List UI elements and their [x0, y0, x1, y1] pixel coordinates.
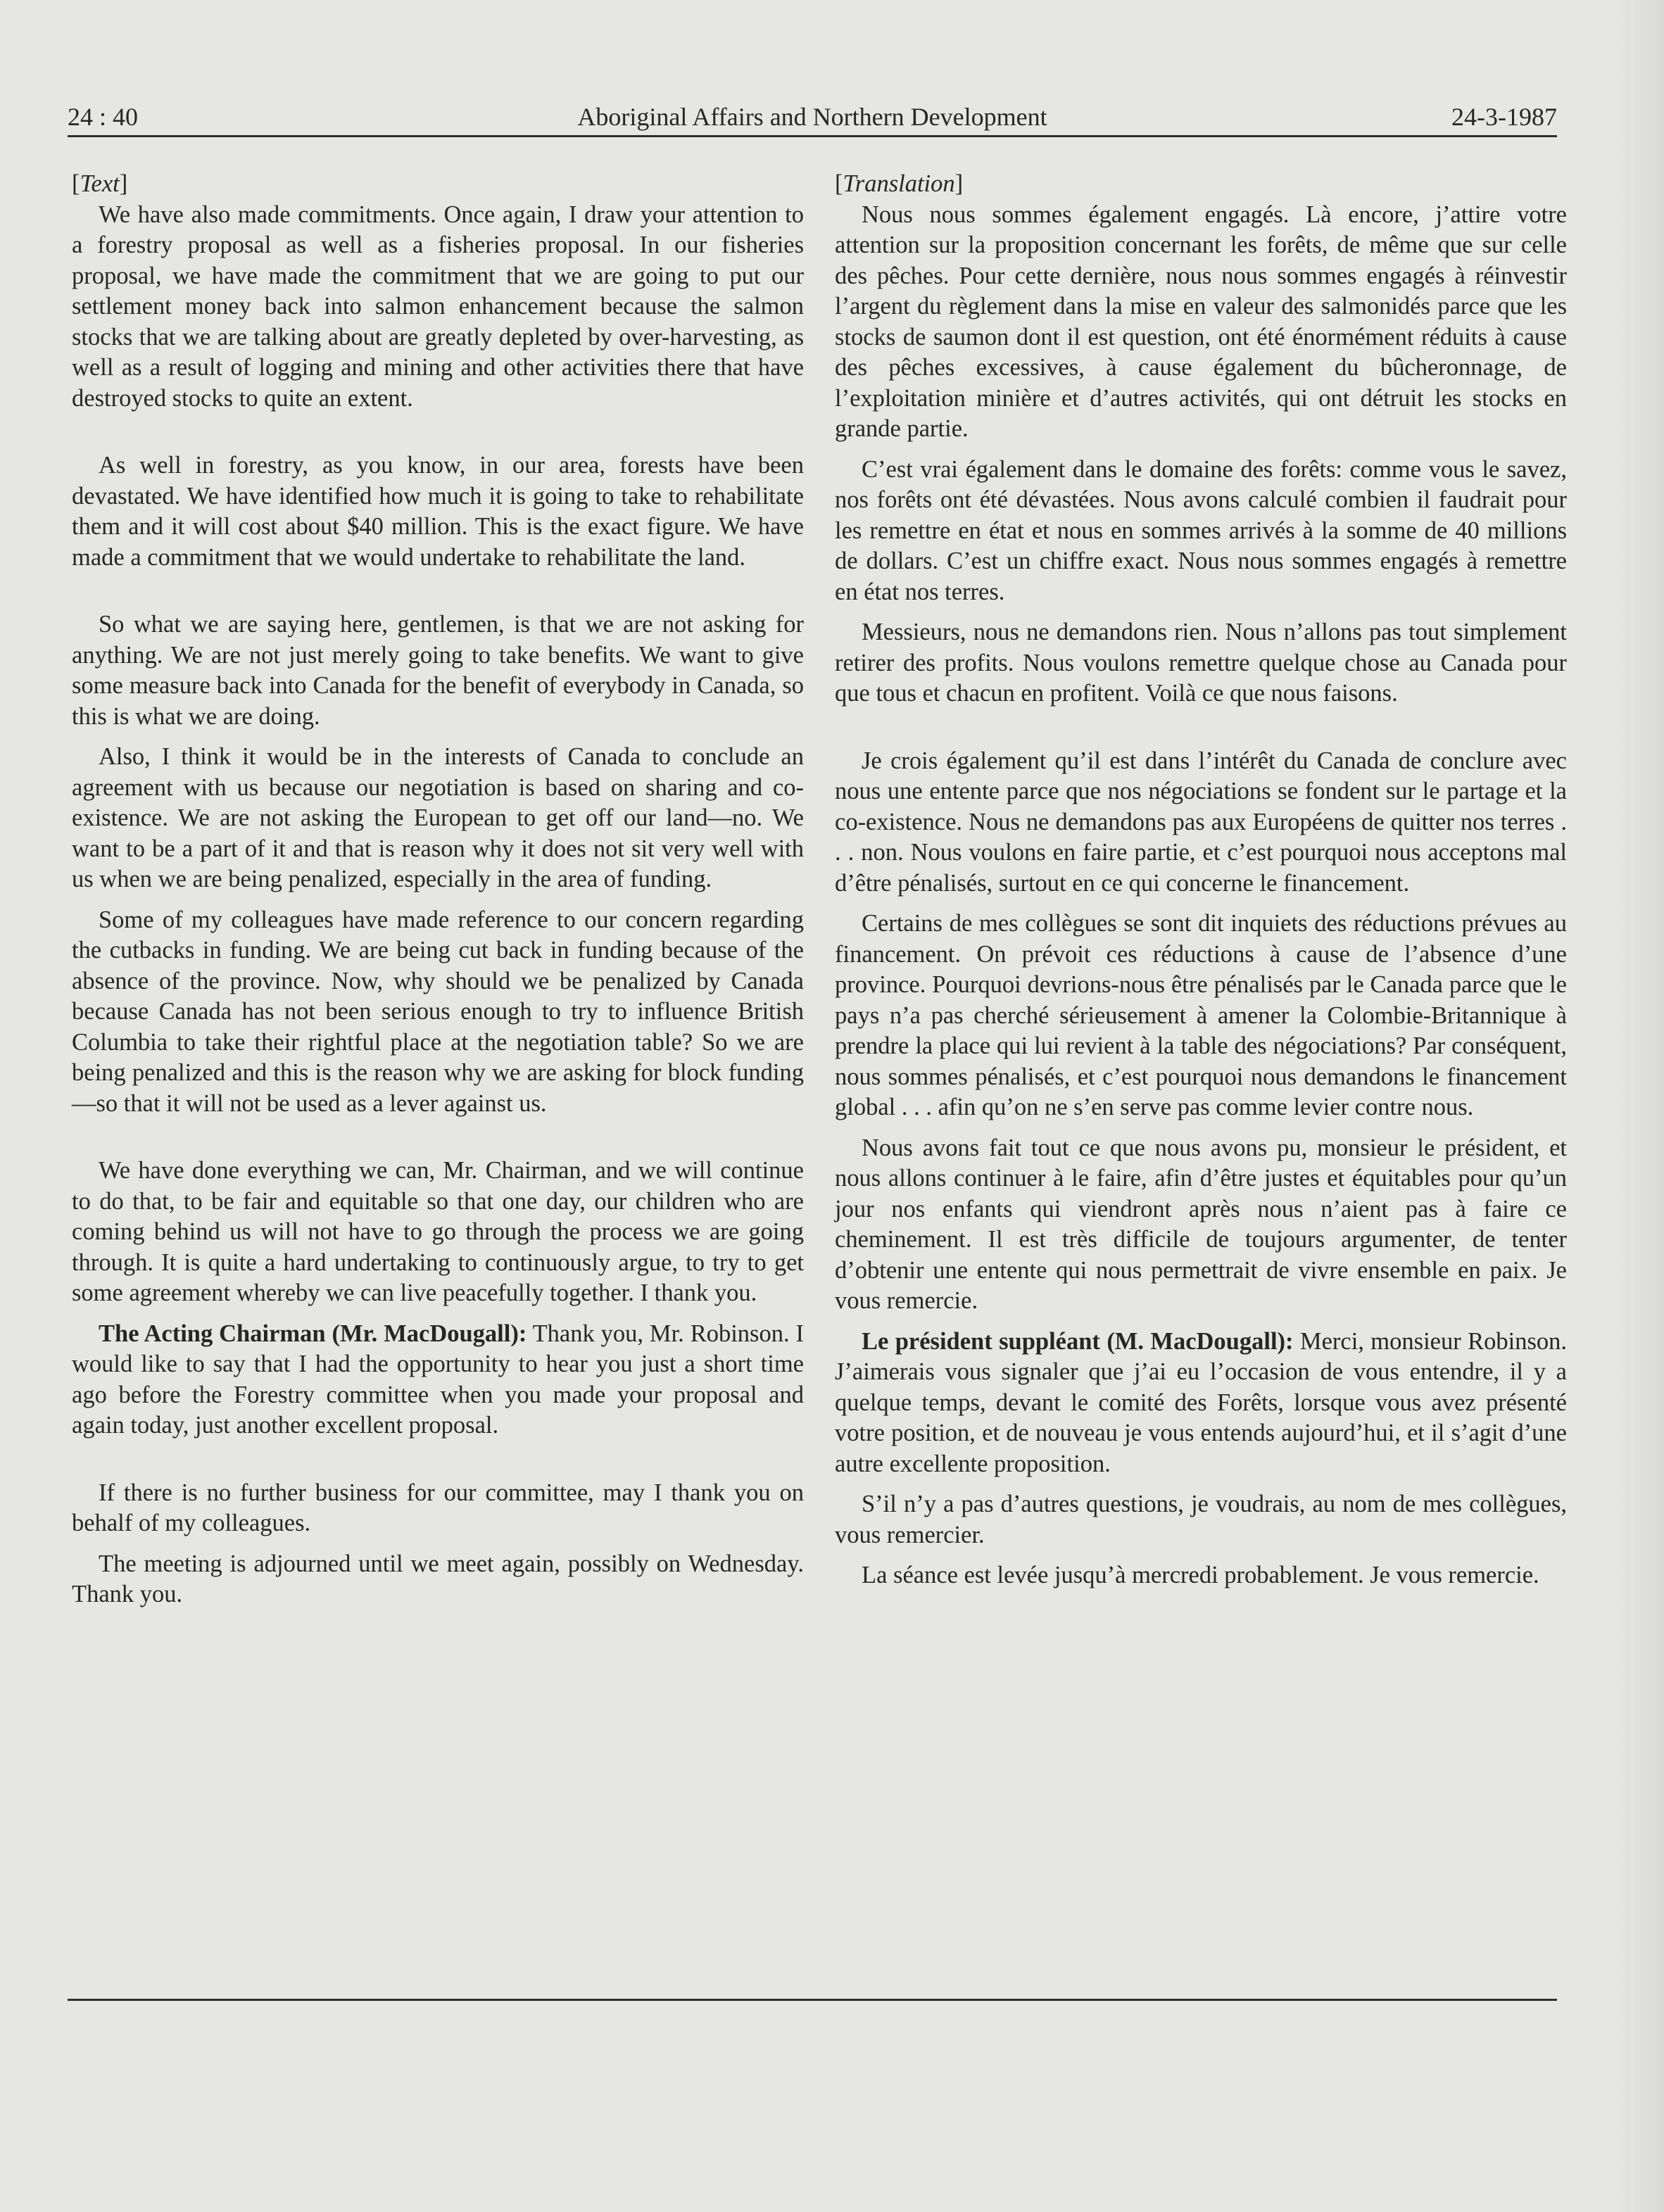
paragraph: Also, I think it would be in the interests of Canada to conclude an agreement with us because our negotiation is based on sharing and co-existence. We are not asking the European to get off our land—no. We want to be a part of it and that is reason why it does not sit very well with us when we are being penalized, especially in the area of funding.	[72, 743, 804, 892]
sitting-date: 24-3-1987	[1451, 103, 1557, 131]
paragraph: We have done everything we can, Mr. Chairman, and we will continue to do that, to be fair and equitable so that one day, our children who are coming behind us will not have to go through the process we are going through. It is quite a hard undertaking to continuously argue, to try to get some agreement whereby we can live peacefully together. I thank you.	[72, 1157, 804, 1306]
paragraph: So what we are saying here, gentlemen, is that we are not asking for anything. We are not just merely going to take benefits. We want to give some measure back into Canada for the benefit of everybody in Canada, so this is what we are doing.	[72, 611, 804, 730]
translation-column	[835, 169, 1567, 1591]
speaker-name: The Acting Chairman (Mr. MacDougall):	[99, 1320, 527, 1347]
paragraph: La séance est levée jusqu’à mercredi probablement. Je vous remercie.	[862, 1562, 1539, 1588]
paragraph: Nous nous sommes également engagés. Là encore, j’attire votre attention sur la proposition concernant les forêts, de même que sur celle des pêches. Pour cette dernière, nous nous sommes engagés à réinvestir l’argent du règlement dans la mise en valeur des salmonidés parce que les stocks de saumon dont il est question, ont été énormément réduits à cause des pêches excessives, à cause également du bûcheronnage, de l’exploitation minière et d’autres activités, qui ont détruit les stocks en grande partie.	[835, 201, 1567, 442]
speaker-paragraph	[72, 1319, 804, 1441]
header-rule	[68, 135, 1557, 137]
paragraph: Messieurs, nous ne demandons rien. Nous n’allons pas tout simplement retirer des profits. Nous voulons remettre quelque chose au Canada pour que tous et chacun en profitent. Voilà ce que nous faisons.	[835, 619, 1567, 707]
paragraph: Nous avons fait tout ce que nous avons pu, monsieur le président, et nous allons continuer à le faire, afin d’être justes et équitables pour qu’un jour nos enfants qui viendront après nous n’aient pas à faire ce cheminement. Il est très difficile de toujours argumenter, de tenter d’obtenir une entente qui nous permettrait de vivre ensemble en paix. Je vous remercie.	[835, 1134, 1567, 1314]
column-label: [Translation]	[835, 170, 964, 197]
speaker-name: Le président suppléant (M. MacDougall):	[862, 1327, 1294, 1355]
paragraph: We have also made commitments. Once again, I draw your attention to a forestry proposal as well as a fisheries proposal. In our fisheries proposal, we have made the commitment that we are going to put our settlement money back into salmon enhancement because the salmon stocks that we are talking about are greatly depleted by over-harvesting, as well as a result of logging and mining and other activities there that have destroyed stocks to quite an extent.	[72, 201, 804, 412]
paragraph: If there is no further business for our committee, may I thank you on behalf of my colleagues.	[72, 1479, 804, 1536]
paragraph: As well in forestry, as you know, in our area, forests have been devastated. We have identified how much it is going to take to rehabilitate them and it will cost about $40 million. This is the exact figure. We have made a commitment that we would undertake to rehabilitate the land.	[72, 452, 804, 571]
paragraph: C’est vrai également dans le domaine des forêts: comme vous le savez, nos forêts ont été dévastées. Nous avons calculé combien il faudrait pour les remettre en état et nous en sommes arrivés à la somme de 40 millions de dollars. C’est un chiffre exact. Nous nous sommes engagés à remettre en état nos terres.	[835, 455, 1567, 605]
paragraph: Je crois également qu’il est dans l’intérêt du Canada de conclure avec nous une entente parce que nos négociations se fondent sur le partage et la co-existence. Nous ne demandons pas aux Européens de quitter nos terres . . . non. Nous voulons en faire partie, et c’est pourquoi nous acceptons mal d’être pénalisés, surtout en ce qui concerne le financement.	[835, 747, 1567, 897]
page-number: 24 : 40	[68, 103, 139, 131]
speaker-paragraph	[835, 1327, 1567, 1480]
paragraph: Some of my colleagues have made reference to our concern regarding the cutbacks in funding. We are being cut back in funding because of the absence of the province. Now, why should we be penalized by Canada because Canada has not been serious enough to try to influence British Columbia to take their rightful place at the negotiation table? So we are being penalized and this is the reason why we are asking for block funding—so that it will not be used as a lever against us.	[72, 906, 804, 1117]
column-label: [Text]	[72, 170, 128, 197]
paragraph: S’il n’y a pas d’autres questions, je voudrais, au nom de mes collègues, vous remercier.	[835, 1491, 1567, 1548]
paragraph: Certains de mes collègues se sont dit inquiets des réductions prévues au financement. On prévoit ces réductions à cause de l’absence d’une province. Pourquoi devrions-nous être pénalisés par le Canada parce que le pays n’a pas cherché sérieusement à amener la Colombie-Britannique à prendre la place qui lui revient à la table des négociations? Par conséquent, nous sommes pénalisés, et c’est pourquoi nous demandons le financement global . . . afin qu’on ne s’en serve pas comme levier contre nous.	[835, 910, 1567, 1120]
paragraph: The meeting is adjourned until we meet again, possibly on Wednesday. Thank you.	[72, 1550, 804, 1607]
page-edge	[1615, 0, 1664, 2212]
speaker-text: Thank you, Mr. Robinson. I would like to say that I had the opportunity to hear you just a short time ago before the Forestry committee when you made your proposal and again today, just another excellent proposal.	[72, 1320, 804, 1439]
text-column	[72, 169, 804, 1610]
footer-rule	[68, 1999, 1557, 2001]
running-title: Aboriginal Affairs and Northern Development	[577, 103, 1047, 131]
running-head	[68, 97, 1557, 137]
speaker-text: Merci, monsieur Robinson. J’aimerais vous signaler que j’ai eu l’occasion de vous entendre, il y a quelque temps, devant le comité des Forêts, lorsque vous avez présenté votre position, et de nouveau je vous entends aujourd’hui, et il s’agit d’une autre excellente proposition.	[835, 1327, 1567, 1477]
